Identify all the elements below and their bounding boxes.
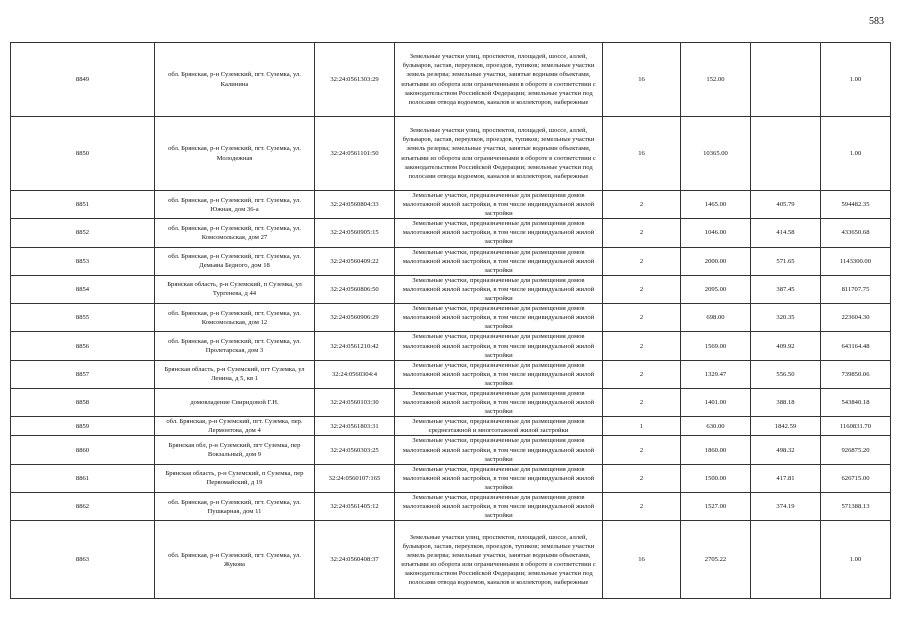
- cell-cadastral-value: 811707.75: [821, 275, 891, 303]
- cell-address: обл. Брянская, р-н Суземский, пгт. Суземка, ул. Комсомольская, дом 12: [155, 304, 315, 332]
- cell-row-number: 8859: [11, 417, 155, 436]
- table-row: [11, 275, 891, 303]
- cell-area: 2000.00: [681, 247, 751, 275]
- cell-use-type: Земельные участки, предназначенные для размещения домов малоэтажной жилой застройки, в том числе индивидуальной жилой застройки: [395, 388, 603, 416]
- cell-cadastral-value: 1.00: [821, 521, 891, 599]
- cell-specific-value: [751, 117, 821, 191]
- cell-specific-value: 414.58: [751, 219, 821, 247]
- cell-group: 2: [603, 493, 681, 521]
- cell-use-type: Земельные участки, предназначенные для размещения домов малоэтажной жилой застройки, в том числе индивидуальной жилой застройки: [395, 493, 603, 521]
- cell-cadastral-value: 594482.35: [821, 191, 891, 219]
- cell-row-number: 8853: [11, 247, 155, 275]
- cell-group: 2: [603, 219, 681, 247]
- cell-specific-value: [751, 521, 821, 599]
- cell-cadastral-value: 1.00: [821, 117, 891, 191]
- cell-address: обл. Брянская, р-н Суземский, пгт. Суземка, ул. Южная, дом 36-а: [155, 191, 315, 219]
- cell-specific-value: 387.45: [751, 275, 821, 303]
- cell-address: обл. Брянская, р-н Суземский, пгт. Суземка, ул. Пушкарная, дом 11: [155, 493, 315, 521]
- cell-group: 2: [603, 436, 681, 464]
- cell-cadastral-value: 1.00: [821, 43, 891, 117]
- cell-specific-value: 571.65: [751, 247, 821, 275]
- cell-use-type: Земельные участки, предназначенные для размещения домов малоэтажной жилой застройки, в том числе индивидуальной жилой застройки: [395, 360, 603, 388]
- table-row: [11, 117, 891, 191]
- cell-specific-value: 498.32: [751, 436, 821, 464]
- cell-cadastral-number: 32:24:0560905:15: [315, 219, 395, 247]
- cell-cadastral-number: 32:24:0560303:25: [315, 436, 395, 464]
- table-row: [11, 388, 891, 416]
- cell-cadastral-value: 926875.20: [821, 436, 891, 464]
- cell-area: 2705.22: [681, 521, 751, 599]
- cell-row-number: 8850: [11, 117, 155, 191]
- cell-cadastral-number: 32:24:0560409:22: [315, 247, 395, 275]
- cell-group: 2: [603, 332, 681, 360]
- cell-address: Брянская область, р-н Суземский, п Суземка, ул Тургенева, д 44: [155, 275, 315, 303]
- table-row: [11, 436, 891, 464]
- table-row: [11, 304, 891, 332]
- cell-area: 698.00: [681, 304, 751, 332]
- cell-address: обл. Брянская, р-н Суземский, пгт. Суземка, ул. Калинина: [155, 43, 315, 117]
- cell-cadastral-value: 223604.30: [821, 304, 891, 332]
- cell-use-type: Земельные участки, предназначенные для размещения домов малоэтажной жилой застройки, в том числе индивидуальной жилой застройки: [395, 332, 603, 360]
- cell-use-type: Земельные участки, предназначенные для размещения домов малоэтажной жилой застройки, в том числе индивидуальной жилой застройки: [395, 191, 603, 219]
- cell-cadastral-number: 32:24:0560806:50: [315, 275, 395, 303]
- table-row: [11, 247, 891, 275]
- cell-group: 2: [603, 360, 681, 388]
- cell-use-type: Земельные участки, предназначенные для размещения домов малоэтажной жилой застройки, в том числе индивидуальной жилой застройки: [395, 464, 603, 492]
- cell-address: обл. Брянская, р-н Суземский, пгт. Суземка, пер. Лермонтова, дом 4: [155, 417, 315, 436]
- table-row: [11, 191, 891, 219]
- cell-cadastral-value: 643164.48: [821, 332, 891, 360]
- cell-cadastral-number: 32:24:0560804:33: [315, 191, 395, 219]
- table-row: [11, 332, 891, 360]
- cell-area: 1465.00: [681, 191, 751, 219]
- cell-row-number: 8849: [11, 43, 155, 117]
- page-number: 583: [869, 16, 884, 27]
- cell-address: обл. Брянская, р-н Суземский, пгт. Суземка, ул. Молодежная: [155, 117, 315, 191]
- cell-cadastral-value: 433650.68: [821, 219, 891, 247]
- cell-cadastral-number: 32:24:0561101:50: [315, 117, 395, 191]
- cell-specific-value: 320.35: [751, 304, 821, 332]
- table-row: [11, 493, 891, 521]
- cell-use-type: Земельные участки, предназначенные для размещения домов среднеэтажной и многоэтажной жилой застройки: [395, 417, 603, 436]
- cell-area: 1046.00: [681, 219, 751, 247]
- cell-use-type: Земельные участки улиц, проспектов, площадей, шоссе, аллей, бульваров, застав, переулков, проездов, тупиков; земельные участки земель резерва; земельные участки, занятые водными объектами, изъятыми из оборота или ограниченными в обороте в соответствии с законодательством Российской Федерации; земельные участки под полосами отвода водоемов, каналов и коллекторов, набережные: [395, 521, 603, 599]
- cell-use-type: Земельные участки улиц, проспектов, площадей, шоссе, аллей, бульваров, застав, переулков, проездов, тупиков; земельные участки земель резерва; земельные участки, занятые водными объектами, изъятыми из оборота или ограниченными в обороте в соответствии с законодательством Российской Федерации; земельные участки под полосами отвода водоемов, каналов и коллекторов, набережные: [395, 43, 603, 117]
- cell-area: 1500.00: [681, 464, 751, 492]
- cell-row-number: 8852: [11, 219, 155, 247]
- cell-cadastral-number: 32:24:0561210:42: [315, 332, 395, 360]
- table-row: [11, 521, 891, 599]
- cell-address: обл. Брянская, р-н Суземский, пгт. Суземка, ул. Пролетарская, дом 3: [155, 332, 315, 360]
- cell-group: 2: [603, 388, 681, 416]
- cell-cadastral-number: 32:24:0560103:30: [315, 388, 395, 416]
- cell-use-type: Земельные участки, предназначенные для размещения домов малоэтажной жилой застройки, в том числе индивидуальной жилой застройки: [395, 219, 603, 247]
- cell-cadastral-number: 32:24:0560906:29: [315, 304, 395, 332]
- table-row: [11, 417, 891, 436]
- cell-area: 2095.00: [681, 275, 751, 303]
- cell-row-number: 8862: [11, 493, 155, 521]
- cell-address: обл. Брянская, р-н Суземский, пгт. Суземка, ул. Комсомольская, дом 27: [155, 219, 315, 247]
- cell-specific-value: 409.92: [751, 332, 821, 360]
- cell-group: 2: [603, 304, 681, 332]
- cell-address: Брянская область, р-н Суземский, пгт Суземка, ул Ленина, д 5, кв 1: [155, 360, 315, 388]
- cell-row-number: 8851: [11, 191, 155, 219]
- cell-row-number: 8861: [11, 464, 155, 492]
- cell-use-type: Земельные участки, предназначенные для размещения домов малоэтажной жилой застройки, в том числе индивидуальной жилой застройки: [395, 436, 603, 464]
- cell-cadastral-value: 626715.00: [821, 464, 891, 492]
- cell-cadastral-value: 543840.18: [821, 388, 891, 416]
- cell-row-number: 8858: [11, 388, 155, 416]
- cell-group: 16: [603, 117, 681, 191]
- cadastral-value-table: [10, 42, 891, 599]
- cell-row-number: 8855: [11, 304, 155, 332]
- cell-cadastral-number: 32:24:0560408:37: [315, 521, 395, 599]
- cell-use-type: Земельные участки улиц, проспектов, площадей, шоссе, аллей, бульваров, застав, переулков, проездов, тупиков; земельные участки земель резерва; земельные участки, занятые водными объектами, изъятыми из оборота или ограниченными в обороте в соответствии с законодательством Российской Федерации; земельные участки под полосами отвода водоемов, каналов и коллекторов, набережные: [395, 117, 603, 191]
- cell-row-number: 8860: [11, 436, 155, 464]
- cell-group: 16: [603, 43, 681, 117]
- cell-area: 10365.00: [681, 117, 751, 191]
- cell-area: 1860.00: [681, 436, 751, 464]
- cell-area: 630.00: [681, 417, 751, 436]
- cell-group: 2: [603, 275, 681, 303]
- cell-specific-value: 374.19: [751, 493, 821, 521]
- cell-specific-value: [751, 43, 821, 117]
- cell-area: 1401.00: [681, 388, 751, 416]
- cell-address: домовладение Свиридовой Г.Н.: [155, 388, 315, 416]
- table-row: [11, 219, 891, 247]
- table-row: [11, 43, 891, 117]
- table-row: [11, 360, 891, 388]
- cell-cadastral-number: 32:24:0560304:4: [315, 360, 395, 388]
- cell-cadastral-number: 32:24:0561303:29: [315, 43, 395, 117]
- cell-row-number: 8856: [11, 332, 155, 360]
- cell-address: обл. Брянская, р-н Суземский, пгт. Суземка, ул. Демьяна Бедного, дом 18: [155, 247, 315, 275]
- cell-area: 1569.00: [681, 332, 751, 360]
- cell-cadastral-number: 32:24:0561803:31: [315, 417, 395, 436]
- cell-specific-value: 556.50: [751, 360, 821, 388]
- cell-use-type: Земельные участки, предназначенные для размещения домов малоэтажной жилой застройки, в том числе индивидуальной жилой застройки: [395, 304, 603, 332]
- cell-use-type: Земельные участки, предназначенные для размещения домов малоэтажной жилой застройки, в том числе индивидуальной жилой застройки: [395, 275, 603, 303]
- cell-address: Брянская обл, р-н Суземский, пгт Суземка, пер Вокзальный, дом 9: [155, 436, 315, 464]
- cell-cadastral-number: 32:24:0560107:165: [315, 464, 395, 492]
- cell-cadastral-value: 1143300.00: [821, 247, 891, 275]
- table-row: [11, 464, 891, 492]
- cell-row-number: 8863: [11, 521, 155, 599]
- cell-cadastral-number: 32:24:0561405:12: [315, 493, 395, 521]
- cell-group: 2: [603, 247, 681, 275]
- cell-cadastral-value: 571388.13: [821, 493, 891, 521]
- cell-specific-value: 405.79: [751, 191, 821, 219]
- cell-row-number: 8857: [11, 360, 155, 388]
- cell-group: 2: [603, 191, 681, 219]
- cell-area: 1527.00: [681, 493, 751, 521]
- cell-cadastral-value: 739850.06: [821, 360, 891, 388]
- cell-group: 16: [603, 521, 681, 599]
- cell-area: 152.00: [681, 43, 751, 117]
- cell-specific-value: 417.81: [751, 464, 821, 492]
- cell-specific-value: 388.18: [751, 388, 821, 416]
- cell-group: 2: [603, 464, 681, 492]
- cell-address: Брянская область, р-н Суземский, п Суземка, пер Первомайский, д 19: [155, 464, 315, 492]
- cell-cadastral-value: 1160831.70: [821, 417, 891, 436]
- cell-group: 1: [603, 417, 681, 436]
- cell-row-number: 8854: [11, 275, 155, 303]
- cell-area: 1329.47: [681, 360, 751, 388]
- cell-use-type: Земельные участки, предназначенные для размещения домов малоэтажной жилой застройки, в том числе индивидуальной жилой застройки: [395, 247, 603, 275]
- cell-specific-value: 1842.59: [751, 417, 821, 436]
- cell-address: обл. Брянская, р-н Суземский, пгт. Суземка, ул. Жукова: [155, 521, 315, 599]
